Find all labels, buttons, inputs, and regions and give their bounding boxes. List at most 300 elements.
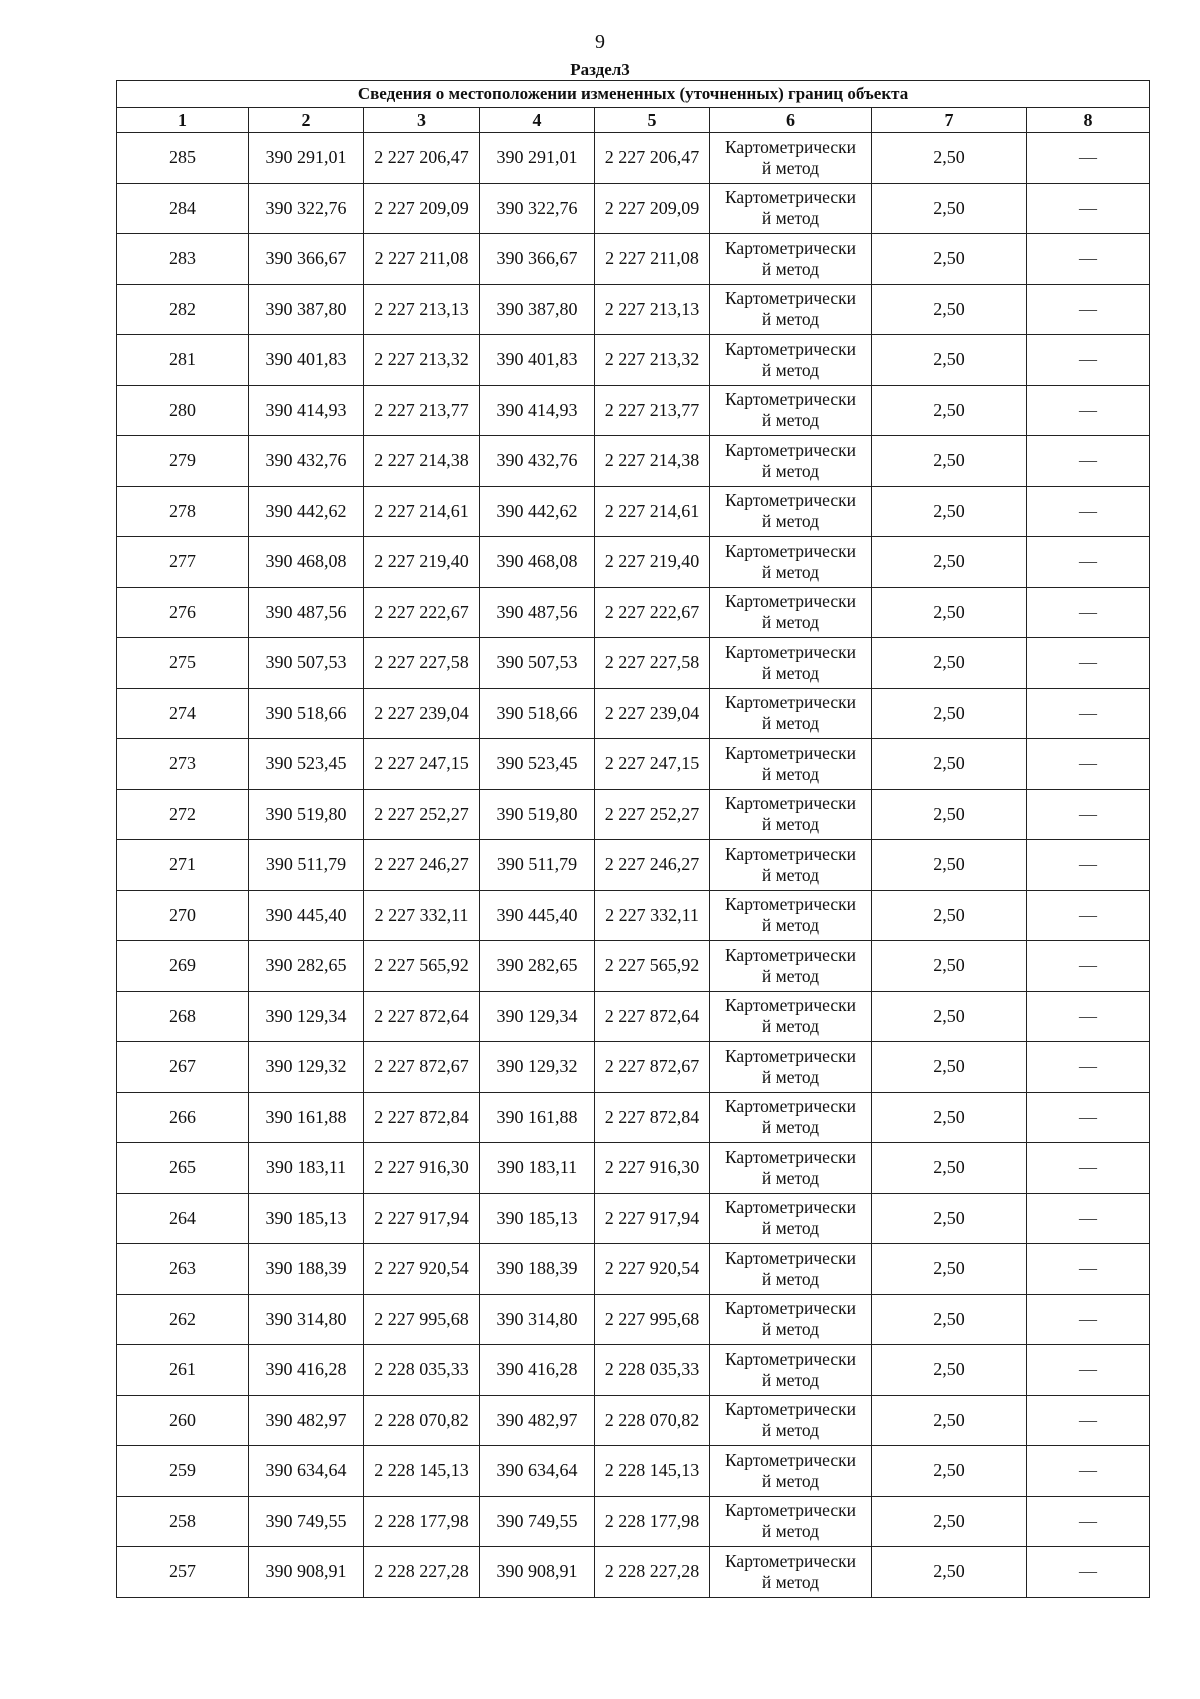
method-cell (710, 284, 872, 335)
coordinate-cell: 2 227 920,54 (364, 1244, 480, 1295)
coordinate-cell: 390 161,88 (249, 1092, 364, 1143)
note-cell: — (1027, 183, 1150, 234)
point-number-cell: 258 (117, 1496, 249, 1547)
accuracy-cell: 2,50 (872, 183, 1027, 234)
table-row (117, 688, 1150, 739)
method-text: й метод (761, 309, 820, 330)
accuracy-cell: 2,50 (872, 335, 1027, 386)
note-cell: — (1027, 739, 1150, 790)
method-cell (710, 335, 872, 386)
method-text: й метод (761, 410, 820, 431)
note-cell: — (1027, 1446, 1150, 1497)
method-text: Картометрически (724, 1197, 857, 1218)
coordinate-cell: 390 519,80 (249, 789, 364, 840)
coordinate-cell: 390 634,64 (249, 1446, 364, 1497)
column-header: 6 (710, 108, 872, 133)
coordinate-cell: 390 482,97 (249, 1395, 364, 1446)
coordinate-cell: 390 432,76 (249, 436, 364, 487)
method-cell (710, 1395, 872, 1446)
method-text: й метод (761, 1167, 820, 1188)
coordinate-cell: 2 227 213,13 (364, 284, 480, 335)
coordinate-cell: 2 227 247,15 (595, 739, 710, 790)
point-number-cell: 257 (117, 1547, 249, 1598)
coordinate-cell: 2 227 211,08 (595, 234, 710, 285)
coordinate-cell: 2 227 239,04 (364, 688, 480, 739)
table-row (117, 1143, 1150, 1194)
method-text: й метод (761, 208, 820, 229)
coordinate-cell: 2 227 213,13 (595, 284, 710, 335)
note-cell: — (1027, 1345, 1150, 1396)
coordinate-cell: 390 129,34 (249, 991, 364, 1042)
method-text: й метод (761, 915, 820, 936)
coordinate-cell: 2 227 214,61 (364, 486, 480, 537)
method-text: Картометрически (724, 944, 857, 965)
method-cell (710, 941, 872, 992)
coordinate-cell: 2 227 917,94 (595, 1193, 710, 1244)
table-row (117, 1395, 1150, 1446)
method-text: Картометрически (724, 1045, 857, 1066)
coordinate-cell: 2 227 214,38 (595, 436, 710, 487)
coordinate-cell: 390 161,88 (480, 1092, 595, 1143)
accuracy-cell: 2,50 (872, 991, 1027, 1042)
method-text: Картометрически (724, 490, 857, 511)
accuracy-cell: 2,50 (872, 1143, 1027, 1194)
coordinate-cell: 390 414,93 (480, 385, 595, 436)
point-number-cell: 285 (117, 133, 249, 184)
coordinate-cell: 390 487,56 (249, 587, 364, 638)
method-cell (710, 1446, 872, 1497)
table-row (117, 537, 1150, 588)
point-number-cell: 280 (117, 385, 249, 436)
note-cell: — (1027, 941, 1150, 992)
accuracy-cell: 2,50 (872, 1446, 1027, 1497)
method-text: й метод (761, 1319, 820, 1340)
method-text: Картометрически (724, 439, 857, 460)
accuracy-cell: 2,50 (872, 1496, 1027, 1547)
method-cell (710, 1042, 872, 1093)
coordinate-cell: 2 227 214,61 (595, 486, 710, 537)
table-row (117, 1345, 1150, 1396)
coordinate-cell: 390 129,32 (249, 1042, 364, 1093)
table-row (117, 1547, 1150, 1598)
point-number-cell: 278 (117, 486, 249, 537)
coordinate-cell: 390 523,45 (480, 739, 595, 790)
table-row (117, 1244, 1150, 1295)
method-cell (710, 1092, 872, 1143)
coordinate-cell: 2 227 916,30 (595, 1143, 710, 1194)
coordinate-cell: 2 227 222,67 (364, 587, 480, 638)
accuracy-cell: 2,50 (872, 1092, 1027, 1143)
coordinate-cell: 2 227 227,58 (364, 638, 480, 689)
note-cell: — (1027, 1143, 1150, 1194)
note-cell: — (1027, 335, 1150, 386)
coordinate-cell: 2 227 872,84 (364, 1092, 480, 1143)
table-row (117, 890, 1150, 941)
column-header: 7 (872, 108, 1027, 133)
coordinate-cell: 390 482,97 (480, 1395, 595, 1446)
method-cell (710, 436, 872, 487)
coordinate-cell: 2 228 035,33 (595, 1345, 710, 1396)
method-text: Картометрически (724, 1348, 857, 1369)
accuracy-cell: 2,50 (872, 688, 1027, 739)
method-text: Картометрически (724, 1096, 857, 1117)
method-text: й метод (761, 1268, 820, 1289)
note-cell: — (1027, 991, 1150, 1042)
coordinate-cell: 390 519,80 (480, 789, 595, 840)
method-cell (710, 234, 872, 285)
note-cell: — (1027, 840, 1150, 891)
coordinate-cell: 390 749,55 (480, 1496, 595, 1547)
method-text: й метод (761, 612, 820, 633)
note-cell: — (1027, 587, 1150, 638)
point-number-cell: 272 (117, 789, 249, 840)
point-number-cell: 265 (117, 1143, 249, 1194)
note-cell: — (1027, 133, 1150, 184)
method-text: Картометрически (724, 187, 857, 208)
coordinate-cell: 390 401,83 (480, 335, 595, 386)
note-cell: — (1027, 789, 1150, 840)
column-header: 1 (117, 108, 249, 133)
table-row (117, 284, 1150, 335)
coordinate-cell: 2 227 916,30 (364, 1143, 480, 1194)
coordinate-cell: 2 227 209,09 (364, 183, 480, 234)
coordinate-cell: 390 414,93 (249, 385, 364, 436)
table-row (117, 385, 1150, 436)
method-cell (710, 638, 872, 689)
coordinate-cell: 2 227 213,77 (595, 385, 710, 436)
coordinate-cell: 2 228 227,28 (595, 1547, 710, 1598)
table-row (117, 941, 1150, 992)
point-number-cell: 279 (117, 436, 249, 487)
point-number-cell: 269 (117, 941, 249, 992)
accuracy-cell: 2,50 (872, 789, 1027, 840)
coordinate-cell: 2 227 332,11 (364, 890, 480, 941)
method-text: Картометрически (724, 843, 857, 864)
method-text: й метод (761, 1369, 820, 1390)
coordinate-cell: 390 518,66 (480, 688, 595, 739)
coordinate-cell: 2 227 219,40 (595, 537, 710, 588)
note-cell: — (1027, 234, 1150, 285)
method-text: Картометрически (724, 1298, 857, 1319)
method-cell (710, 1143, 872, 1194)
table-row (117, 789, 1150, 840)
note-cell: — (1027, 688, 1150, 739)
coordinate-cell: 2 227 239,04 (595, 688, 710, 739)
note-cell: — (1027, 1244, 1150, 1295)
coordinate-cell: 2 227 219,40 (364, 537, 480, 588)
table-row (117, 1042, 1150, 1093)
accuracy-cell: 2,50 (872, 1547, 1027, 1598)
table-caption: Сведения о местоположении измененных (уточненных) границ объекта (117, 81, 1150, 108)
column-header: 8 (1027, 108, 1150, 133)
method-cell (710, 1345, 872, 1396)
method-cell (710, 537, 872, 588)
method-text: й метод (761, 157, 820, 178)
point-number-cell: 282 (117, 284, 249, 335)
coordinate-cell: 2 227 247,15 (364, 739, 480, 790)
method-cell (710, 133, 872, 184)
coordinate-cell: 390 442,62 (249, 486, 364, 537)
accuracy-cell: 2,50 (872, 739, 1027, 790)
table-row (117, 486, 1150, 537)
coordinate-cell: 2 227 211,08 (364, 234, 480, 285)
accuracy-cell: 2,50 (872, 1395, 1027, 1446)
coordinate-cell: 2 227 252,27 (364, 789, 480, 840)
accuracy-cell: 2,50 (872, 1193, 1027, 1244)
note-cell: — (1027, 486, 1150, 537)
point-number-cell: 274 (117, 688, 249, 739)
coordinate-cell: 2 227 872,64 (595, 991, 710, 1042)
coordinate-cell: 2 227 995,68 (595, 1294, 710, 1345)
method-text: Картометрически (724, 742, 857, 763)
coordinate-cell: 390 908,91 (249, 1547, 364, 1598)
point-number-cell: 271 (117, 840, 249, 891)
coordinate-cell: 2 227 206,47 (364, 133, 480, 184)
coordinate-cell: 390 387,80 (480, 284, 595, 335)
note-cell: — (1027, 284, 1150, 335)
coordinate-cell: 390 291,01 (480, 133, 595, 184)
coordinate-cell: 390 468,08 (480, 537, 595, 588)
note-cell: — (1027, 1294, 1150, 1345)
table-row (117, 638, 1150, 689)
coordinate-cell: 390 445,40 (480, 890, 595, 941)
method-text: й метод (761, 763, 820, 784)
table-row (117, 436, 1150, 487)
method-cell (710, 890, 872, 941)
coordinate-cell: 2 227 995,68 (364, 1294, 480, 1345)
coordinate-cell: 2 227 246,27 (364, 840, 480, 891)
method-text: Картометрически (724, 1550, 857, 1571)
table-row (117, 133, 1150, 184)
method-text: й метод (761, 662, 820, 683)
accuracy-cell: 2,50 (872, 234, 1027, 285)
coordinate-cell: 390 366,67 (249, 234, 364, 285)
coordinate-cell: 390 511,79 (249, 840, 364, 891)
point-number-cell: 270 (117, 890, 249, 941)
method-text: Картометрически (724, 389, 857, 410)
coordinate-cell: 2 227 872,67 (595, 1042, 710, 1093)
coordinate-cell: 390 416,28 (249, 1345, 364, 1396)
coordinate-cell: 390 183,11 (249, 1143, 364, 1194)
method-text: й метод (761, 814, 820, 835)
method-text: Картометрически (724, 136, 857, 157)
method-text: Картометрически (724, 641, 857, 662)
accuracy-cell: 2,50 (872, 284, 1027, 335)
coordinate-cell: 390 183,11 (480, 1143, 595, 1194)
note-cell: — (1027, 638, 1150, 689)
coordinate-cell: 390 282,65 (480, 941, 595, 992)
point-number-cell: 263 (117, 1244, 249, 1295)
table-row (117, 840, 1150, 891)
coordinate-cell: 390 416,28 (480, 1345, 595, 1396)
point-number-cell: 284 (117, 183, 249, 234)
method-cell (710, 1547, 872, 1598)
accuracy-cell: 2,50 (872, 1042, 1027, 1093)
method-text: й метод (761, 1521, 820, 1542)
method-cell (710, 587, 872, 638)
coordinate-cell: 2 228 227,28 (364, 1547, 480, 1598)
method-text: Картометрически (724, 692, 857, 713)
coordinate-cell: 2 227 332,11 (595, 890, 710, 941)
coordinate-cell: 390 129,34 (480, 991, 595, 1042)
point-number-cell: 262 (117, 1294, 249, 1345)
method-text: й метод (761, 561, 820, 582)
method-cell (710, 789, 872, 840)
method-text: й метод (761, 1117, 820, 1138)
coordinate-cell: 390 314,80 (480, 1294, 595, 1345)
note-cell: — (1027, 1547, 1150, 1598)
accuracy-cell: 2,50 (872, 638, 1027, 689)
coordinate-cell: 2 227 872,64 (364, 991, 480, 1042)
method-text: Картометрически (724, 1449, 857, 1470)
method-text: й метод (761, 864, 820, 885)
section-title: Раздел3 (570, 60, 630, 79)
table-row (117, 1193, 1150, 1244)
coordinate-cell: 2 227 214,38 (364, 436, 480, 487)
method-text: й метод (761, 359, 820, 380)
table-body (117, 133, 1150, 1598)
coordinate-cell: 390 282,65 (249, 941, 364, 992)
column-header: 4 (480, 108, 595, 133)
method-text: Картометрически (724, 1399, 857, 1420)
table-row (117, 739, 1150, 790)
accuracy-cell: 2,50 (872, 840, 1027, 891)
method-text: й метод (761, 460, 820, 481)
coordinate-cell: 2 228 070,82 (595, 1395, 710, 1446)
coordinate-cell: 2 227 213,32 (364, 335, 480, 386)
method-text: й метод (761, 511, 820, 532)
table-row (117, 587, 1150, 638)
note-cell: — (1027, 537, 1150, 588)
point-number-cell: 281 (117, 335, 249, 386)
method-cell (710, 385, 872, 436)
accuracy-cell: 2,50 (872, 385, 1027, 436)
method-cell (710, 1193, 872, 1244)
coordinate-cell: 2 227 246,27 (595, 840, 710, 891)
method-text: Картометрически (724, 591, 857, 612)
accuracy-cell: 2,50 (872, 1294, 1027, 1345)
method-text: й метод (761, 1066, 820, 1087)
point-number-cell: 260 (117, 1395, 249, 1446)
coordinate-cell: 2 227 209,09 (595, 183, 710, 234)
table-header-row (117, 108, 1150, 133)
method-text: Картометрически (724, 237, 857, 258)
coordinate-cell: 390 185,13 (480, 1193, 595, 1244)
coordinate-cell: 2 227 872,67 (364, 1042, 480, 1093)
table-row (117, 335, 1150, 386)
coordinate-cell: 390 185,13 (249, 1193, 364, 1244)
point-number-cell: 264 (117, 1193, 249, 1244)
coordinate-cell: 390 518,66 (249, 688, 364, 739)
coordinate-cell: 390 401,83 (249, 335, 364, 386)
note-cell: — (1027, 436, 1150, 487)
method-cell (710, 1294, 872, 1345)
note-cell: — (1027, 1395, 1150, 1446)
method-text: Картометрически (724, 338, 857, 359)
accuracy-cell: 2,50 (872, 133, 1027, 184)
coordinate-cell: 2 228 070,82 (364, 1395, 480, 1446)
method-cell (710, 840, 872, 891)
point-number-cell: 267 (117, 1042, 249, 1093)
method-cell (710, 688, 872, 739)
point-number-cell: 261 (117, 1345, 249, 1396)
method-cell (710, 991, 872, 1042)
coordinate-cell: 2 227 227,58 (595, 638, 710, 689)
accuracy-cell: 2,50 (872, 941, 1027, 992)
method-text: й метод (761, 965, 820, 986)
coordinate-cell: 390 188,39 (249, 1244, 364, 1295)
accuracy-cell: 2,50 (872, 587, 1027, 638)
coordinate-cell: 390 387,80 (249, 284, 364, 335)
coordinate-cell: 390 749,55 (249, 1496, 364, 1547)
coordinate-cell: 2 228 177,98 (595, 1496, 710, 1547)
coordinate-cell: 390 487,56 (480, 587, 595, 638)
coordinate-cell: 2 227 565,92 (364, 941, 480, 992)
note-cell: — (1027, 1496, 1150, 1547)
method-cell (710, 486, 872, 537)
coordinate-cell: 2 227 213,32 (595, 335, 710, 386)
method-text: й метод (761, 1016, 820, 1037)
coordinate-cell: 2 227 222,67 (595, 587, 710, 638)
point-number-cell: 273 (117, 739, 249, 790)
note-cell: — (1027, 385, 1150, 436)
coordinate-cell: 2 228 145,13 (364, 1446, 480, 1497)
coordinate-cell: 390 188,39 (480, 1244, 595, 1295)
coordinate-cell: 390 468,08 (249, 537, 364, 588)
accuracy-cell: 2,50 (872, 1345, 1027, 1396)
table-row (117, 234, 1150, 285)
table-row (117, 1496, 1150, 1547)
accuracy-cell: 2,50 (872, 486, 1027, 537)
column-header: 5 (595, 108, 710, 133)
note-cell: — (1027, 890, 1150, 941)
coordinates-table (116, 80, 1150, 1598)
method-text: Картометрически (724, 1500, 857, 1521)
coordinate-cell: 2 227 565,92 (595, 941, 710, 992)
table-row (117, 1092, 1150, 1143)
method-text: й метод (761, 1470, 820, 1491)
method-cell (710, 739, 872, 790)
note-cell: — (1027, 1092, 1150, 1143)
coordinate-cell: 2 227 920,54 (595, 1244, 710, 1295)
point-number-cell: 268 (117, 991, 249, 1042)
note-cell: — (1027, 1193, 1150, 1244)
method-text: й метод (761, 258, 820, 279)
method-text: Картометрически (724, 1146, 857, 1167)
point-number-cell: 277 (117, 537, 249, 588)
point-number-cell: 276 (117, 587, 249, 638)
method-cell (710, 1244, 872, 1295)
coordinate-cell: 390 366,67 (480, 234, 595, 285)
coordinate-cell: 390 291,01 (249, 133, 364, 184)
point-number-cell: 259 (117, 1446, 249, 1497)
coordinate-cell: 390 314,80 (249, 1294, 364, 1345)
method-text: Картометрически (724, 995, 857, 1016)
note-cell: — (1027, 1042, 1150, 1093)
coordinate-cell: 390 445,40 (249, 890, 364, 941)
method-text: й метод (761, 713, 820, 734)
coordinate-cell: 2 227 252,27 (595, 789, 710, 840)
coordinate-cell: 390 908,91 (480, 1547, 595, 1598)
table-row (117, 1446, 1150, 1497)
coordinate-cell: 2 228 145,13 (595, 1446, 710, 1497)
coordinate-cell: 2 227 872,84 (595, 1092, 710, 1143)
coordinate-cell: 390 511,79 (480, 840, 595, 891)
accuracy-cell: 2,50 (872, 1244, 1027, 1295)
column-header: 3 (364, 108, 480, 133)
coordinate-cell: 390 322,76 (480, 183, 595, 234)
method-text: Картометрически (724, 894, 857, 915)
